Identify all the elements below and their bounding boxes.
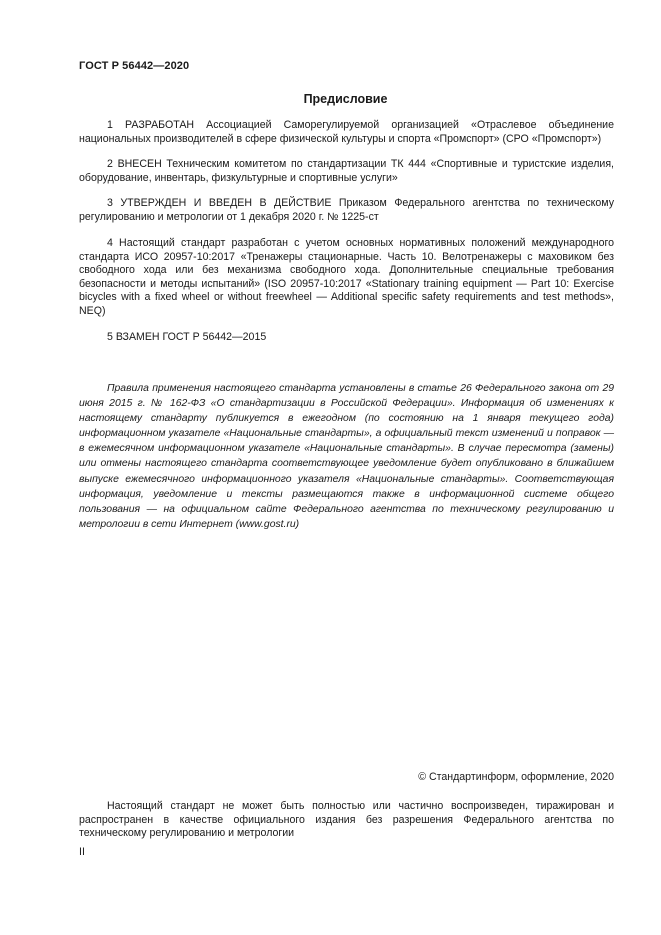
copyright-line: © Стандартинформ, оформление, 2020	[418, 771, 614, 783]
foreword-item-3: 3 УТВЕРЖДЕН И ВВЕДЕН В ДЕЙСТВИЕ Приказом Федерального агентства по техническому регулированию и метрологии от 1 декабря 2020 г. № 1225-ст	[79, 197, 614, 223]
page-number: II	[79, 846, 85, 858]
foreword-item-4: 4 Настоящий стандарт разработан с учетом основных нормативных положений международного стандарта ИСО 20957-10:2017 «Тренажеры стационарные. Часть 10. Велотренажеры с маховиком без свободного хода или без механизма свободного хода. Дополнительные специальные требования безопасности и методы испытаний» (ISO 20957-10:2017 «Stationary training equipment — Part 10: Exercise bicycles with a fixed wheel or without freewheel — Additional specific safety requirements and test methods», NEQ)	[79, 237, 614, 317]
foreword-item-2: 2 ВНЕСЕН Техническим комитетом по стандартизации ТК 444 «Спортивные и туристские изделия, оборудование, инвентарь, физкультурные и спортивные услуги»	[79, 158, 614, 184]
document-code: ГОСТ Р 56442—2020	[79, 60, 190, 72]
reproduction-notice: Настоящий стандарт не может быть полностью или частично воспроизведен, тиражирован и распространен в качестве официального издания без разрешения Федерального агентства по техническому регулированию и метрологии	[79, 800, 614, 840]
application-rules-notice: Правила применения настоящего стандарта установлены в статье 26 Федерального закона от 29 июня 2015 г. № 162-ФЗ «О стандартизации в Российской Федерации». Информация об изменениях к настоящему стандарту публикуется в ежегодном (по состоянию на 1 января текущего года) информационном указателе «Национальные стандарты», а официальный текст изменений и поправок — в ежемесячном информационном указателе «Национальные стандарты». В случае пересмотра (замены) или отмены настоящего стандарта соответствующее уведомление будет опубликовано в ближайшем выпуске ежемесячного информационного указателя «Национальные стандарты». Соответствующая информация, уведомление и тексты размещаются также в информационной системе общего пользования — на официальном сайте Федерального агентства по техническому регулированию и метрологии в сети Интернет (www.gost.ru)	[79, 383, 614, 530]
foreword-item-5: 5 ВЗАМЕН ГОСТ Р 56442—2015	[107, 331, 267, 343]
section-title: Предисловие	[303, 92, 388, 106]
foreword-item-1: 1 РАЗРАБОТАН Ассоциацией Саморегулируемой организацией «Отраслевое объединение национальных производителей в сфере физической культуры и спорта «Промспорт» (СРО «Промспорт»)	[79, 119, 614, 145]
